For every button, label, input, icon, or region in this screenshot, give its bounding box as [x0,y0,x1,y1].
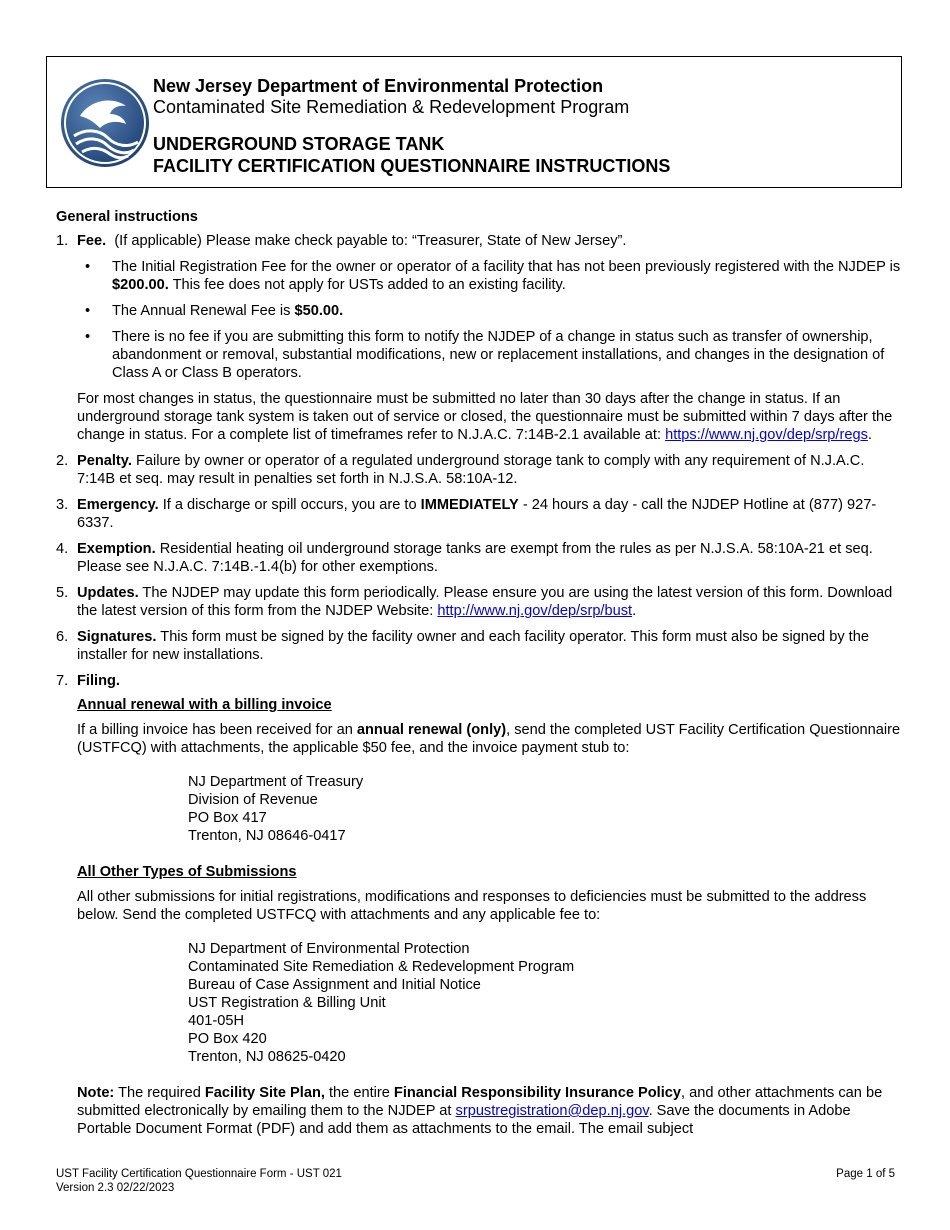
item-number: 1. [56,233,69,249]
agency-name: New Jersey Department of Environmental Protection [153,76,604,96]
email-link[interactable]: srpustregistration@dep.nj.gov [455,1103,649,1119]
form-name: UST Facility Certification Questionnaire Form - UST 021 [56,1168,342,1180]
other-submissions-heading: All Other Types of Submissions [77,864,297,880]
item-signatures: 6. Signatures. This form must be signed by the facility owner and each facility operator. This form must also be signed by the installer for new installations. [56,629,869,663]
section-title: General instructions [56,209,198,225]
instructions-body [56,208,901,1146]
item-filing: 7. Filing. [56,673,120,689]
regs-link[interactable]: https://www.nj.gov/dep/srp/regs [665,427,868,443]
treasury-address: NJ Department of Treasury Division of Revenue PO Box 417 Trenton, NJ 08646-0417 [188,774,364,844]
dep-address: NJ Department of Environmental Protection Contaminated Site Remediation & Redevelopment Program Bureau of Case Assignment and Initial Notice UST Registration & Billing Unit 401-05H PO Box 420 Trenton, NJ 08625-0420 [188,941,575,1065]
list-item: • The Annual Renewal Fee is $50.00. [112,302,901,320]
item-label: Emergency. [77,497,159,513]
other-submissions-text: All other submissions for initial registrations, modifications and responses to deficiencies must be submitted to the address below. Send the completed USTFCQ with attachments and any applicable fee to: [77,889,867,923]
note-paragraph: Note: The required Facility Site Plan, the entire Financial Responsibility Insurance Policy, and other attachments can be submitted electronically by emailing them to the NJDEP at srpustregistration@dep.nj.gov. Save the documents in Adobe Portable Document Format (PDF) and add them as attachments to the email. The email subject [77,1085,883,1137]
doc-title-line1: UNDERGROUND STORAGE TANK [153,134,445,154]
page-number: Page 1 of 5 [836,1168,895,1180]
fee-bullet-list [56,258,901,382]
item-label: Exemption. [77,541,156,557]
doc-title-line2: FACILITY CERTIFICATION QUESTIONNAIRE INSTRUCTIONS [153,156,671,176]
njdep-seal-icon [60,78,150,168]
annual-renewal-heading: Annual renewal with a billing invoice [77,697,332,713]
item-updates: 5. Updates. The NJDEP may update this form periodically. Please ensure you are using the latest version of this form. Download the latest version of this form from the NJDEP Website: http://www.nj.gov/dep/srp/bust. [56,585,893,619]
item-fee [56,232,901,250]
item-exemption: 4. Exemption. Residential heating oil underground storage tanks are exempt from the rules as per N.J.S.A. 58:10A-21 et seq. Please see N.J.A.C. 7:14B.-1.4(b) for other exemptions. [56,541,873,575]
item-label: Filing. [77,673,120,689]
item-label: Signatures. [77,629,157,645]
item-label: Fee. [77,233,107,249]
program-name: Contaminated Site Remediation & Redevelopment Program [153,97,630,117]
annual-renewal-text: If a billing invoice has been received for an annual renewal (only), send the completed UST Facility Certification Questionnaire (USTFCQ) with attachments, the applicable $50 fee, and the invoice payment stub to: [77,722,901,756]
item-label: Penalty. [77,453,132,469]
bust-link[interactable]: http://www.nj.gov/dep/srp/bust [437,603,633,619]
timeframe-paragraph: For most changes in status, the questionnaire must be submitted no later than 30 days after the change in status. If an underground storage tank system is taken out of service or closed, the questionnaire must be submitted within 7 days after the change in status. For a complete list of timeframes refer to N.J.A.C. 7:14B-2.1 available at: https://www.nj.gov/dep/srp/regs. [77,391,893,443]
page-footer [56,1167,895,1195]
item-label: Updates. [77,585,139,601]
list-item: • There is no fee if you are submitting this form to notify the NJDEP of a change in status such as transfer of ownership, abandonment or removal, substantial modifications, new or replacement installations, and changes in the designation of Class A or Class B operators. [112,328,901,382]
version-date: Version 2.3 02/22/2023 [56,1182,175,1194]
item-penalty: 2. Penalty. Failure by owner or operator of a regulated underground storage tank to comply with any requirement of N.J.A.C. 7:14B et seq. may result in penalties set forth in N.J.S.A. 58:10A-12. [56,453,865,487]
list-item: • The Initial Registration Fee for the owner or operator of a facility that has not been previously registered with the NJDEP is $200.00. This fee does not apply for USTs added to an existing facility. [112,258,901,294]
item-text: (If applicable) Please make check payable to: “Treasurer, State of New Jersey”. [114,233,627,249]
item-emergency: 3. Emergency. If a discharge or spill occurs, you are to IMMEDIATELY - 24 hours a day - call the NJDEP Hotline at (877) 927-6337. [56,497,877,531]
